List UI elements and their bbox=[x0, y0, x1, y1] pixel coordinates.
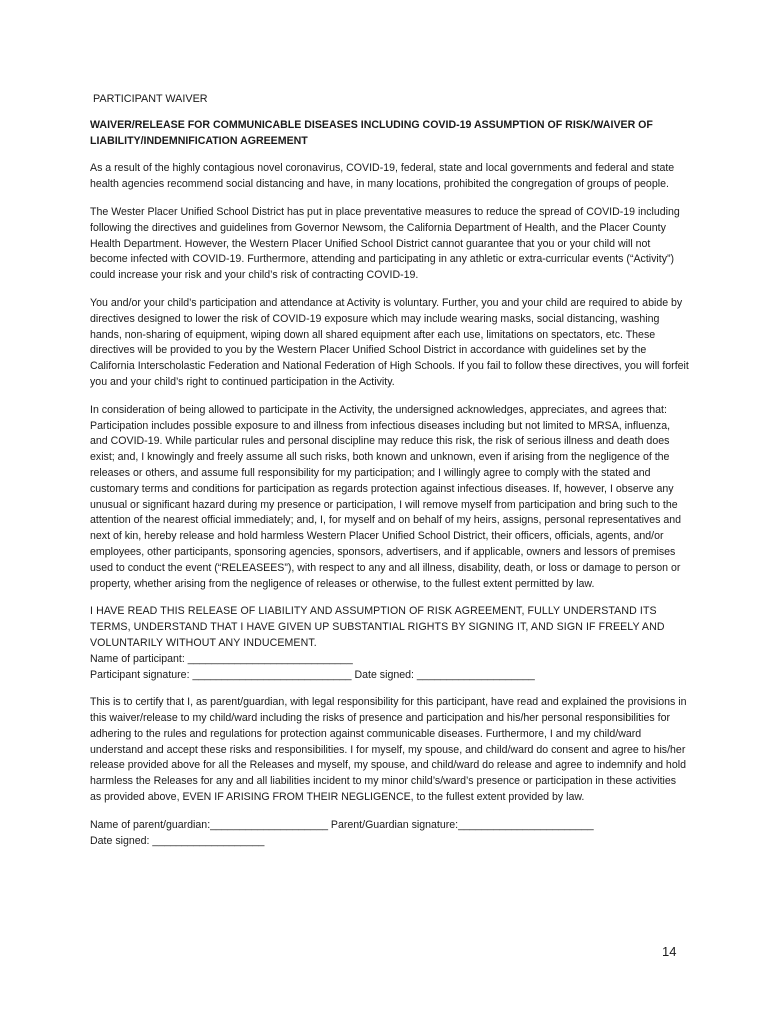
paragraph-consideration-release: In consideration of being allowed to participate in the Activity, the undersigned acknowledges, appreciates, and agrees that: Participation includes possible exposure to and illness from infectious diseases including but not limited to MRSA, influenza, and COVID-19. While particular rules and personal discipline may reduce this risk, the risk of serious illness and death does exist; and, I knowingly and freely assume all such risks, both known and unknown, even if arising from the negligence of the releases or others, and assume full responsibility for my participation; and I willingly agree to comply with the stated and customary terms and conditions for participation as regards protection against infectious diseases. If, however, I observe any unusual or significant hazard during my presence or participation, I will remove myself from participation and bring such to the attention of the nearest official immediately; and, I, for myself and on behalf of my heirs, assigns, personal representatives and next of kin, hereby release and hold harmless Western Placer Unified School District, their officers, officials, agents, and/or employees, other participants, sponsoring agencies, sponsors, advertisers, and if applicable, owners and lessors of premises used to conduct the event (“RELEASEES”), with respect to any and all illness, disability, death, or loss or damage to person or property, whether arising from the negligence of releases or otherwise, to the fullest extent permitted by law. bbox=[90, 403, 682, 590]
participant-signature-field[interactable]: Participant signature: ___________________________ Date signed: ____________________ bbox=[90, 668, 535, 681]
page-number: 14 bbox=[662, 944, 677, 959]
guardian-name-signature-field[interactable]: Name of parent/guardian:____________________ Parent/Guardian signature:_______________________ bbox=[90, 818, 594, 831]
paragraph-voluntary-participation: You and/or your child’s participation and attendance at Activity is voluntary. Further, you and your child are required to abide by directives designed to lower the risk of COVID-19 exposure which may include wearing masks, social distancing, washing hands, non-sharing of equipment, wiping down all shared equipment after each use, limitations on spectators, etc. These directives will be provided to you by the Western Placer Unified School District in accordance with guidelines set by the California Interscholastic Federation and National Federation of High Schools. If you fail to follow these directives, you will forfeit you and your child’s right to continued participation in the Activity. bbox=[90, 296, 689, 388]
waiver-document bbox=[90, 92, 690, 861]
paragraph-covid-context: As a result of the highly contagious novel coronavirus, COVID-19, federal, state and local governments and federal and state health agencies recommend social distancing and have, in many locations, prohibited the congregation of groups of people. bbox=[90, 162, 675, 191]
acknowledgement-statement: I HAVE READ THIS RELEASE OF LIABILITY AND ASSUMPTION OF RISK AGREEMENT, FULLY UNDERSTAND ITS TERMS, UNDERSTAND THAT I HAVE GIVEN UP SUBSTANTIAL RIGHTS BY SIGNING IT, AND SIGN IF FREELY AND VOLUNTARILY WITHOUT ANY INDUCEMENT. bbox=[90, 605, 665, 649]
paragraph-district-measures: The Wester Placer Unified School District has put in place preventative measures to reduce the spread of COVID-19 including following the directives and guidelines from Governor Newsom, the California Department of Health, and the Placer County Health Department. However, the Western Placer Unified School District cannot guarantee that you or your child will not become infected with COVID-19. Furthermore, attending and participating in any athletic or extra-curricular events (“Activity”) could increase your risk and your child’s risk of contracting COVID-19. bbox=[90, 205, 680, 282]
participant-signature-block bbox=[90, 604, 690, 683]
document-heading: PARTICIPANT WAIVER bbox=[93, 93, 208, 105]
waiver-title: WAIVER/RELEASE FOR COMMUNICABLE DISEASES INCLUDING COVID-19 ASSUMPTION OF RISK/WAIVER OF LIABILITY/INDEMNIFICATION AGREEMENT bbox=[90, 118, 653, 147]
guardian-signature-block bbox=[90, 818, 690, 850]
paragraph-guardian-certification: This is to certify that I, as parent/guardian, with legal responsibility for this participant, have read and explained the provisions in this waiver/release to my child/ward including the risks of presence and participation and his/her personal responsibilities for adhering to the rules and regulations for protection against communicable diseases. Furthermore, I and my child/ward understand and accept these risks and responsibilities. I for myself, my spouse, and child/ward do consent and agree to his/her release provided above for all the Releases and myself, my spouse, and child/ward do release and agree to indemnify and hold harmless the Releases for any and all liabilities incident to my minor child’s/ward’s presence or participation in these activities as provided above, EVEN IF ARISING FROM THEIR NEGLIGENCE, to the fullest extent provided by law. bbox=[90, 696, 687, 804]
participant-name-field[interactable]: Name of participant: ____________________________ bbox=[90, 652, 353, 665]
guardian-date-field[interactable]: Date signed: ___________________ bbox=[90, 834, 265, 847]
